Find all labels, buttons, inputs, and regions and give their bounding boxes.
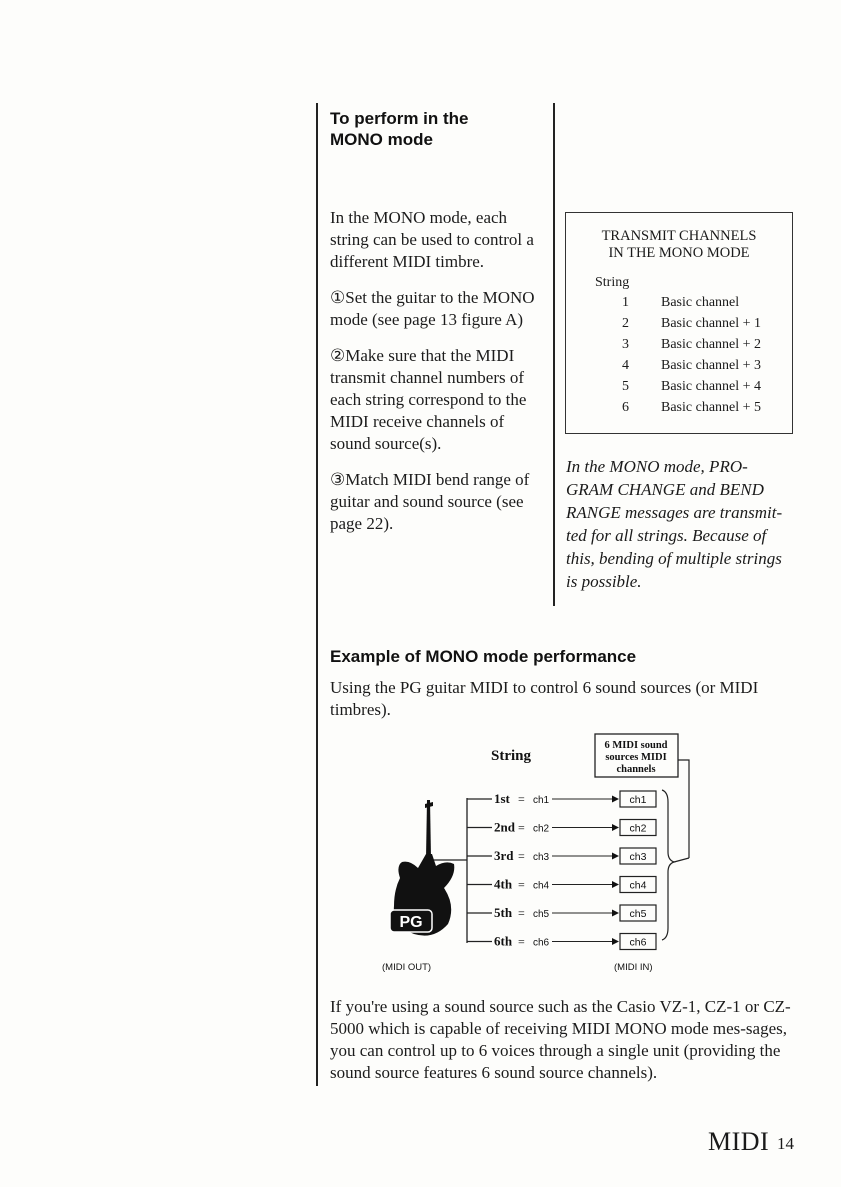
channel-box-label: ch6 xyxy=(629,936,647,949)
sources-box-line-1: 6 MIDI sound xyxy=(604,740,668,751)
table-row-string: 2 xyxy=(622,316,629,331)
column-divider-rule xyxy=(553,103,555,606)
channel-box-label: ch2 xyxy=(629,822,647,835)
page-number: 14 xyxy=(777,1134,794,1153)
step-2: ②Make sure that the MIDI transmit channel numbers of each string correspond to the MIDI receive channels of sound source(s). xyxy=(330,346,527,453)
string-label: 3rd xyxy=(494,848,514,863)
table-row-channel: Basic channel + 2 xyxy=(661,337,762,352)
channel-label: ch5 xyxy=(533,909,550,920)
diagram-string-header: String xyxy=(491,748,532,764)
equals-sign: = xyxy=(518,792,525,806)
equals-sign: = xyxy=(518,849,525,863)
table-row-string: 6 xyxy=(622,400,629,415)
string-label: 6th xyxy=(494,933,513,949)
sources-box-line-2: sources MIDI xyxy=(605,752,667,763)
sources-connector xyxy=(678,760,689,858)
table-row-string: 4 xyxy=(622,358,629,373)
string-label: 5th xyxy=(494,905,513,920)
channel-label: ch6 xyxy=(533,937,550,949)
channel-box-label: ch5 xyxy=(629,908,647,920)
table-row-string: 5 xyxy=(622,379,629,394)
footer-section-label: MIDI xyxy=(708,1127,770,1156)
intro-paragraph: In the MONO mode, each string can be used to control a different MIDI timbre. xyxy=(330,208,534,271)
equals-sign: = xyxy=(518,934,525,949)
table-row-string: 1 xyxy=(622,295,629,310)
arrow-head xyxy=(612,824,619,831)
string-label: 2nd xyxy=(494,819,515,835)
left-column-text xyxy=(330,207,546,549)
arrow-head xyxy=(612,853,619,860)
table-row-channel: Basic channel + 4 xyxy=(661,379,762,394)
equals-sign: = xyxy=(518,820,525,835)
channel-label: ch1 xyxy=(533,795,550,806)
closing-paragraph: If you're using a sound source such as the Casio VZ-1, CZ-1 or CZ-5000 which is capable of receiving MIDI MONO mode mes-sages, you can control up to 6 voices through a single unit (providing the sound source features 6 sound source channels). xyxy=(330,997,791,1082)
equals-sign: = xyxy=(518,906,525,920)
channel-label: ch2 xyxy=(533,823,550,835)
sources-box-line-3: channels xyxy=(616,764,656,775)
channel-box-label: ch4 xyxy=(629,879,647,892)
channel-label: ch4 xyxy=(533,880,550,892)
table-column-header: String xyxy=(595,275,630,290)
bracket-connector xyxy=(674,858,689,862)
transmit-channels-table xyxy=(565,212,793,434)
channels-bracket xyxy=(662,790,674,940)
example-intro: Using the PG guitar MIDI to control 6 sound sources (or MIDI timbres). xyxy=(330,678,759,719)
arrow-head xyxy=(612,796,619,803)
table-row-string: 3 xyxy=(622,337,629,352)
table-row-channel: Basic channel xyxy=(661,295,740,310)
midi-in-label: (MIDI IN) xyxy=(614,962,653,973)
table-row-channel: Basic channel + 3 xyxy=(661,358,762,373)
step-1: ①Set the guitar to the MONO mode (see page 13 figure A) xyxy=(330,288,535,329)
heading-line-1: To perform in the xyxy=(330,109,469,128)
pg-badge: PG xyxy=(399,914,423,931)
example-heading: Example of MONO mode performance xyxy=(330,647,637,666)
arrow-head xyxy=(612,938,619,945)
string-label: 1st xyxy=(494,791,510,806)
table-row-channel: Basic channel + 1 xyxy=(661,316,762,331)
table-row-channel: Basic channel + 5 xyxy=(661,400,762,415)
channel-box-label: ch3 xyxy=(629,851,647,863)
channel-box-label: ch1 xyxy=(629,794,647,806)
section-heading xyxy=(330,108,545,150)
string-label: 4th xyxy=(494,876,513,892)
left-margin-rule xyxy=(316,103,318,1086)
table-title xyxy=(566,228,792,262)
mono-mode-diagram xyxy=(330,728,790,978)
arrow-head xyxy=(612,881,619,888)
midi-out-label: (MIDI OUT) xyxy=(382,962,432,973)
table-title-line-1: TRANSMIT CHANNELS xyxy=(601,228,757,244)
channel-label: ch3 xyxy=(533,852,550,863)
mono-mode-note: In the MONO mode, PRO-GRAM CHANGE and BEND RANGE messages are transmit-ted for all strings. Because of this, bending of multiple strings is possible. xyxy=(566,457,783,591)
guitar-icon xyxy=(390,800,454,936)
arrow-head xyxy=(612,910,619,917)
heading-line-2: MONO mode xyxy=(330,130,433,149)
equals-sign: = xyxy=(518,877,525,892)
table-title-line-2: IN THE MONO MODE xyxy=(608,245,750,261)
step-3: ③Match MIDI bend range of guitar and sound source (see page 22). xyxy=(330,470,530,533)
diagram-rows xyxy=(467,791,656,950)
